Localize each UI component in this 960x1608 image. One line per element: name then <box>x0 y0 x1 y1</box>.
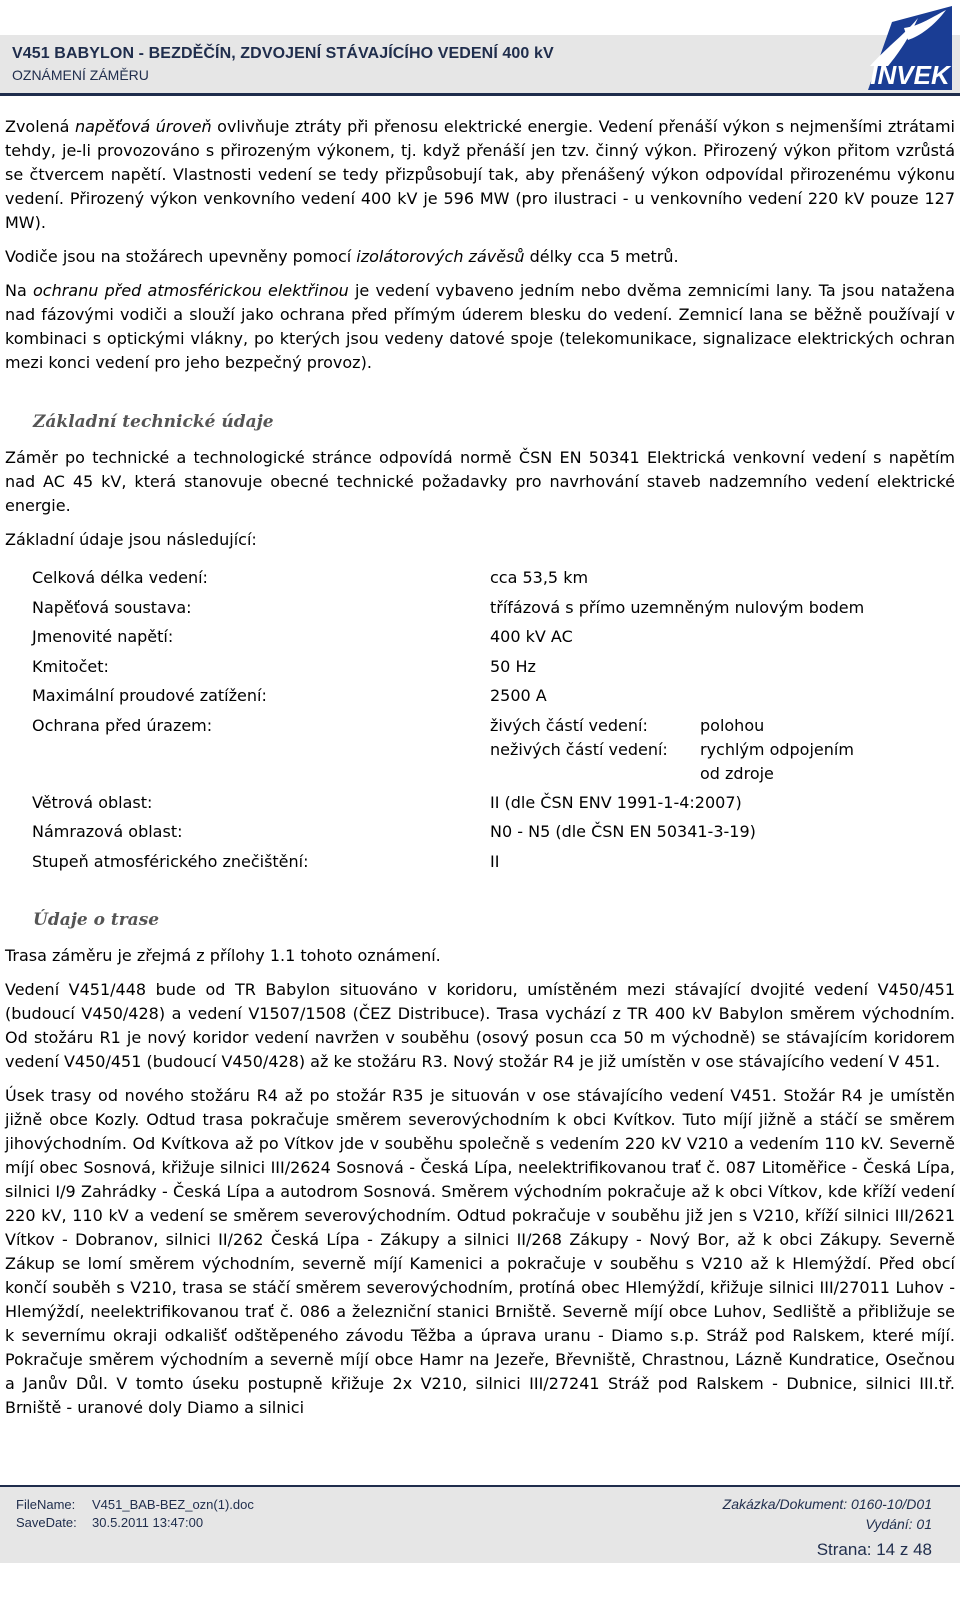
spec-row <box>32 627 932 651</box>
spec-row <box>32 793 932 817</box>
section-heading: Údaje o trase <box>33 910 160 930</box>
spec-row <box>32 852 932 876</box>
paragraph: Trasa záměru je zřejmá z přílohy 1.1 tohoto oznámení. <box>5 946 441 965</box>
logo-text: INVEK <box>870 60 950 90</box>
header-rule <box>0 93 960 96</box>
spec-row <box>32 740 932 764</box>
paragraph: Úsek trasy od nového stožáru R4 až po stožár R35 je situován v ose stávajícího vedení V451. Stožár R4 je umístěn jižně obce Kozly. Odtud trasa pokračuje směrem severovýchodním k obci Kvítkov. Tuto míjí jižně a stáčí se směrem jihovýchodním. Od Kvítkova až po Vítkov jde v souběhu společně s vedením 220 kV V210 a vedením 110 kV. Severně míjí obec Sosnová, křižuje silnici III/2624 Sosnová - Česká Lípa, neelektrifikovanou trať č. 087 Litoměřice - Česká Lípa, silnici I/9 Zahrádky - Česká Lípa a autodrom Sosnová. Směrem východním pokračuje až k obci Vítkov, kde kříží vedení 220 kV, 110 kV a vedení se směrem severovýchodním. Odtud pokračuje v souběhu již jen s V210, kříží silnici III/2621 Vítkov - Dobranov, silnici II/262 Česká Lípa - Zákupy a silnici II/268 Zákupy - Nový Bor, až k obci Zákupy. Severně Zákup se lomí směrem východním, severně míjí Kamenici a pokračuje v souběhu s V210 až k Hlemýždí. Před obcí končí souběh s V210, trasa se stáčí směrem severovýchodním, protíná obec Hlemýždí, křižuje silnici III/27011 Luhov - Hlemýždí, neelektrifikovanou trať č. 086 a železniční stanici Brniště. Severně míjí obce Luhov, Sedliště a přibližuje se k severnímu okraji odkališť odštěpeného závodu Těžba a úprava uranu - Diamo s.p. Stráž pod Ralskem, které míjí. Pokračuje směrem východním a severně míjí obce Hamr na Jezeře, Břevniště, Chrastnou, Lázně Kundratice, Osečnou a Janův Důl. V tomto úseku postupně křižuje 2x V210, silnici III/27241 Stráž pod Ralskem - Dubnice, silnici III.tř. Brniště - uranové doly Diamo a silnici <box>5 1086 955 1417</box>
spec-value: cca 53,5 km <box>490 568 589 587</box>
paragraph: Záměr po technické a technologické stránce odpovídá normě ČSN EN 50341 Elektrická venkovní vedení s napětím nad AC 45 kV, která stanovuje obecné technické požadavky pro navrhování staveb nadzemního vedení elektrické energie. <box>5 448 955 515</box>
paragraph: Na ochranu před atmosférickou elektřinou je vedení vybaveno jedním nebo dvěma zemnicími lany. Ta jsou natažena nad fázovými vodiči a slouží jako ochrana před přímým úderem blesku do vedení. Zemnicí lana se běžně používají v kombinaci s optickými vlákny, po kterých jsou vedeny datové spoje (telekomunikace, signalizace elektrických ochran mezi konci vedení pro jeho bezpečný provoz). <box>5 281 955 372</box>
spec-label: Celková délka vedení: <box>32 568 208 587</box>
page-header <box>0 0 960 96</box>
spec-value: II (dle ČSN ENV 1991-1-4:2007) <box>490 793 742 812</box>
paragraph: Zvolená napěťová úroveň ovlivňuje ztráty při přenosu elektrické energie. Vedení přenáší výkon s nejmenšími ztrátami tehdy, je-li provozováno s přirozeným výkonem, tj. když přenáší jen tzv. činný výkon. Přirozený výkon přitom vzrůstá se čtvercem napětí. Vlastnosti vedení se tedy přizpůsobují tak, aby přenášený výkon odpovídal přirozenému výkonu vedení. Přirozený výkon venkovního vedení 400 kV je 596 MW (pro ilustraci - u venkovního vedení 220 kV pouze 127 MW). <box>5 117 955 232</box>
footer-savedate: SaveDate: 30.5.2011 13:47:00 <box>16 1515 204 1530</box>
spec-label: Námrazová oblast: <box>32 822 183 841</box>
spec-value: II <box>490 852 500 871</box>
spec-label: Stupeň atmosférického znečištění: <box>32 852 309 871</box>
invek-logo <box>848 6 952 90</box>
spec-value: 400 kV AC <box>490 627 573 646</box>
spec-subvalue: od zdroje <box>700 764 774 783</box>
spec-row <box>32 657 932 681</box>
spec-label: Jmenovité napětí: <box>32 627 174 646</box>
spec-label: Maximální proudové zatížení: <box>32 686 267 705</box>
spec-row <box>32 568 932 592</box>
spec-row <box>32 822 932 846</box>
spec-row <box>32 686 932 710</box>
footer-page-number: Strana: 14 z 48 <box>816 1540 932 1559</box>
document-body <box>5 115 955 552</box>
spec-subvalue: polohou <box>700 716 765 735</box>
spec-label: Kmitočet: <box>32 657 109 676</box>
spec-value: N0 - N5 (dle ČSN EN 50341-3-19) <box>490 822 756 841</box>
paragraph: Vodiče jsou na stožárech upevněny pomocí izolátorových závěsů délky cca 5 metrů. <box>5 247 679 266</box>
spec-row <box>32 716 932 740</box>
paragraph: Vedení V451/448 bude od TR Babylon situováno v koridoru, umístěném mezi stávající dvojité vedení V450/451 (budoucí V450/428) a vedení V1507/1508 (ČEZ Distribuce). Trasa vychází z TR 400 kV Babylon směrem východním. Od stožáru R1 je nový koridor vedení navržen v souběhu (osový posun cca 50 m východně) se stávajícím koridorem vedení V450/451 (budoucí V450/428) až ke stožáru R3. Nový stožár R4 je již umístěn v ose stávajícího vedení V 451. <box>5 980 955 1071</box>
section-heading: Základní technické údaje <box>33 412 274 432</box>
spec-row <box>32 598 932 622</box>
spec-value: neživých částí vedení: <box>490 740 668 759</box>
footer-rule <box>0 1485 960 1487</box>
spec-label: Napěťová soustava: <box>32 598 192 617</box>
paragraph: Základní údaje jsou následující: <box>5 530 257 549</box>
spec-label: Větrová oblast: <box>32 793 153 812</box>
footer-edition: Vydání: 01 <box>865 1516 932 1532</box>
header-band <box>0 35 960 93</box>
spec-value: třífázová s přímo uzemněným nulovým bodem <box>490 598 865 617</box>
header-subtitle: OZNÁMENÍ ZÁMĚRU <box>12 67 149 83</box>
spec-value: 2500 A <box>490 686 547 705</box>
page-footer <box>0 1485 960 1608</box>
spec-row <box>32 764 932 788</box>
footer-order: Zakázka/Dokument: 0160-10/D01 <box>722 1496 932 1512</box>
spec-value: 50 Hz <box>490 657 536 676</box>
footer-filename: FileName: V451_BAB-BEZ_ozn(1).doc <box>16 1497 254 1512</box>
spec-value: živých částí vedení: <box>490 716 648 735</box>
header-title: V451 BABYLON - BEZDĚČÍN, ZDVOJENÍ STÁVAJÍCÍHO VEDENÍ 400 kV <box>12 45 554 62</box>
document-body-route <box>5 908 955 1420</box>
spec-label: Ochrana před úrazem: <box>32 716 213 735</box>
spec-subvalue: rychlým odpojením <box>700 740 854 759</box>
